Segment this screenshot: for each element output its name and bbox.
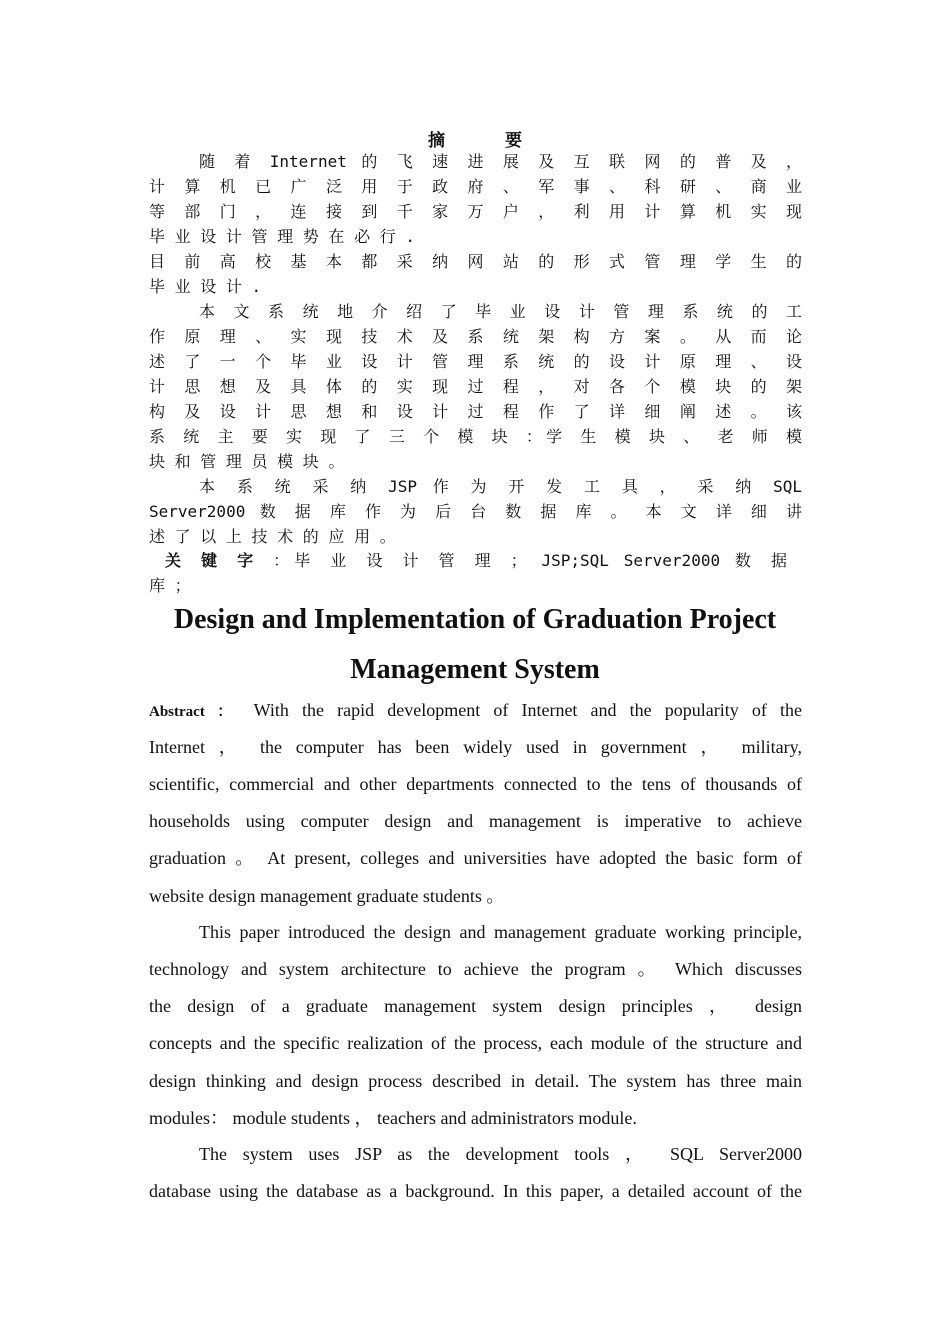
cn-abstract-line: 本 文 系 统 地 介 绍 了 毕 业 设 计 管 理 系 统 的 工 xyxy=(199,302,802,321)
cn-abstract-line: 随 着 Internet 的 飞 速 进 展 及 互 联 网 的 普 及 ， xyxy=(199,152,802,171)
cn-abstract-line: 述 了 以 上 技 术 的 应 用 。 xyxy=(149,527,396,546)
cn-abstract-line: 毕 业 设 计 管 理 势 在 必 行 . xyxy=(149,227,415,246)
en-abstract-line: households using computer design and management is imperative to achieve xyxy=(149,811,802,831)
cn-keywords-label: 关 键 字 xyxy=(165,551,259,570)
cn-keywords-tail: 库 ； xyxy=(149,576,191,595)
cn-abstract-line: 系 统 主 要 实 现 了 三 个 模 块 ：学 生 模 块 、 老 师 模 xyxy=(149,427,802,446)
cn-abstract-line: 述 了 一 个 毕 业 设 计 管 理 系 统 的 设 计 原 理 、 设 xyxy=(149,352,802,371)
cn-abstract-line: 块 和 管 理 员 模 块 。 xyxy=(149,452,345,471)
en-abstract-line: modules： module students ， teachers and administrators module. xyxy=(149,1108,637,1128)
en-title-line-1: Design and Implementation of Graduation Project xyxy=(173,604,777,635)
cn-abstract-line: 计 算 机 已 广 泛 用 于 政 府 、 军 事 、 科 研 、 商 业 xyxy=(149,177,802,196)
cn-abstract-line: 构 及 设 计 思 想 和 设 计 过 程 作 了 详 细 阐 述 。 该 xyxy=(149,402,802,421)
cn-abstract-line: 目 前 高 校 基 本 都 采 纳 网 站 的 形 式 管 理 学 生 的 xyxy=(149,252,802,271)
en-abstract-line: the design of a graduate management system design principles ， design xyxy=(149,996,802,1016)
cn-abstract-line: 本 系 统 采 纳 JSP 作 为 开 发 工 具 ， 采 纳 SQL xyxy=(199,477,802,496)
en-abstract-line: Internet ， the computer has been widely used in government ， military, xyxy=(149,737,802,757)
en-abstract-line: graduation 。 At present, colleges and universities have adopted the basic form of xyxy=(149,848,802,868)
cn-abstract-line: 计 思 想 及 具 体 的 实 现 过 程 ， 对 各 个 模 块 的 架 xyxy=(149,377,802,396)
en-title-line-2: Management System xyxy=(350,654,600,685)
en-abstract-line: The system uses JSP as the development tools ， SQL Server2000 xyxy=(199,1144,802,1164)
en-abstract-line: This paper introduced the design and management graduate working principle, xyxy=(199,922,802,942)
en-abstract-line: scientific, commercial and other departments connected to the tens of thousands of xyxy=(149,774,802,794)
en-abstract-line: database using the database as a background. In this paper, a detailed account of the xyxy=(149,1181,802,1201)
cn-abstract-line: 等 部 门 ， 连 接 到 千 家 万 户 ， 利 用 计 算 机 实 现 xyxy=(149,202,802,221)
cn-abstract-line: 毕 业 设 计 . xyxy=(149,277,262,296)
en-abstract-text: With the rapid development of Internet and the popularity of the xyxy=(253,700,802,720)
abstract-label: Abstract ： xyxy=(149,704,241,720)
cn-abstract-title: 摘要 xyxy=(428,131,582,151)
en-abstract-line: concepts and the specific realization of the process, each module of the structure and xyxy=(149,1033,802,1053)
en-abstract-line: technology and system architecture to achieve the program 。 Which discusses xyxy=(149,959,802,979)
cn-keywords-text: ：毕 业 设 计 管 理 ； JSP;SQL Server2000 数 据 xyxy=(273,551,787,570)
cn-keywords-line xyxy=(165,549,787,573)
cn-abstract-line: 作 原 理 、 实 现 技 术 及 系 统 架 构 方 案 。 从 而 论 xyxy=(149,327,802,346)
cn-abstract-line: Server2000 数 据 库 作 为 后 台 数 据 库 。 本 文 详 细 讲 xyxy=(149,502,802,521)
en-abstract-line: website design management graduate students 。 xyxy=(149,886,505,906)
en-abstract-line: design thinking and design process described in detail. The system has three main xyxy=(149,1071,802,1091)
en-abstract-first-line xyxy=(149,697,802,723)
